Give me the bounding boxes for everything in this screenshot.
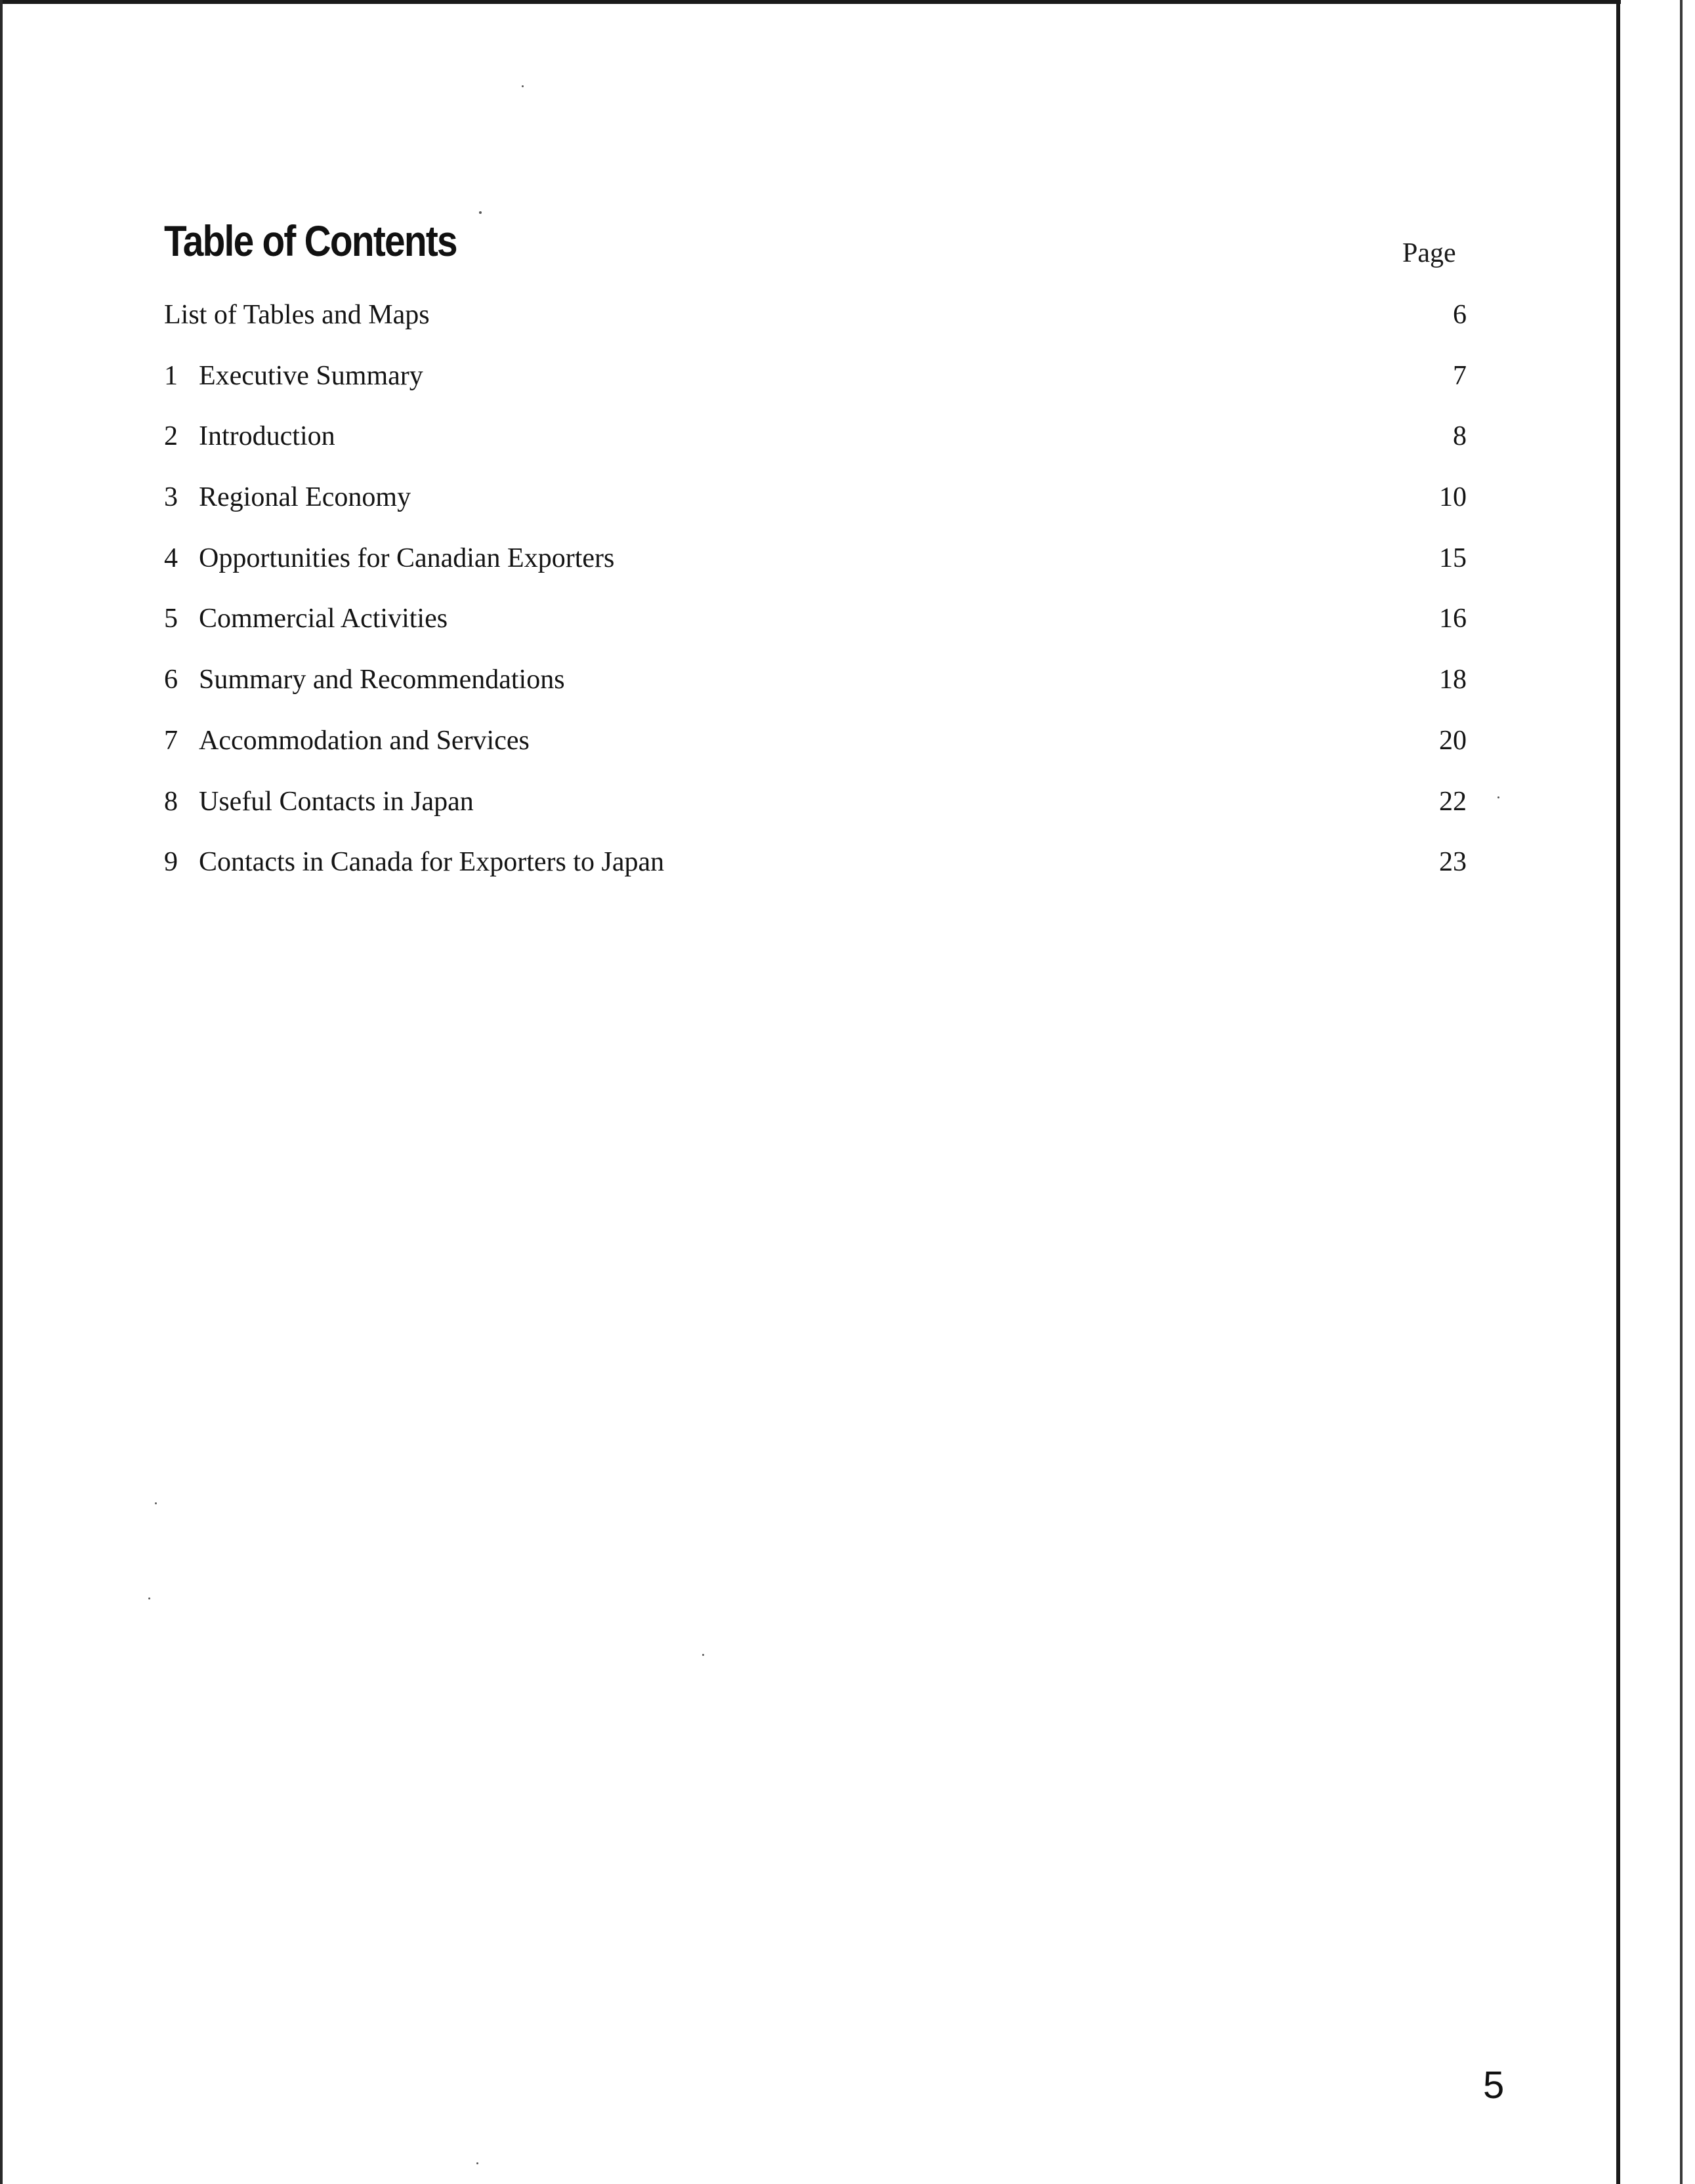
toc-entry-number: 6 [164, 665, 178, 695]
toc-entry-label: Opportunities for Canadian Exporters [199, 543, 615, 573]
toc-entry-page: 10 [1439, 482, 1467, 513]
toc-entry-introduction[interactable] [164, 415, 1476, 476]
toc-entry-commercial-activities[interactable] [164, 598, 1476, 659]
page-title: Table of Contents [164, 216, 457, 266]
toc-entry-executive-summary[interactable] [164, 355, 1476, 416]
scan-border-top [0, 0, 1621, 4]
toc-entry-page: 6 [1453, 300, 1467, 330]
scan-speck [479, 211, 482, 214]
toc-entry-label: Summary and Recommendations [199, 665, 565, 695]
scan-speck [522, 85, 524, 87]
toc-entry-label: List of Tables and Maps [164, 300, 430, 330]
scan-border-right-outer [1680, 0, 1683, 2184]
toc-entry-label: Useful Contacts in Japan [199, 786, 474, 817]
toc-entry-label: Regional Economy [199, 482, 411, 513]
scan-border-right [1616, 0, 1620, 2184]
toc-entry-page: 18 [1439, 665, 1467, 695]
toc-entry-page: 15 [1439, 543, 1467, 573]
toc-entry-page: 22 [1439, 786, 1467, 817]
toc-entry-number: 7 [164, 725, 178, 756]
toc-entry-accommodation-services[interactable] [164, 720, 1476, 781]
toc-entry-regional-economy[interactable] [164, 476, 1476, 537]
toc-entry-label: Commercial Activities [199, 604, 448, 634]
toc-entry-number: 4 [164, 543, 178, 573]
page-column-header: Page [1402, 238, 1456, 268]
toc-entry-useful-contacts-japan[interactable] [164, 781, 1476, 842]
toc-entry-list-of-tables[interactable] [164, 294, 1476, 355]
toc-entry-number: 2 [164, 421, 178, 452]
table-of-contents [164, 294, 1476, 902]
scan-speck [148, 1597, 150, 1599]
scan-speck [1497, 796, 1499, 798]
toc-entry-page: 7 [1453, 360, 1467, 391]
toc-entry-contacts-canada[interactable] [164, 841, 1476, 902]
toc-entry-number: 9 [164, 847, 178, 878]
toc-entry-label: Accommodation and Services [199, 725, 530, 756]
toc-entry-number: 5 [164, 604, 178, 634]
toc-entry-page: 8 [1453, 421, 1467, 452]
toc-entry-page: 16 [1439, 604, 1467, 634]
toc-entry-label: Executive Summary [199, 360, 423, 391]
toc-entry-summary-recommendations[interactable] [164, 659, 1476, 720]
scan-speck [702, 1654, 704, 1656]
toc-entry-page: 20 [1439, 725, 1467, 756]
toc-entry-number: 1 [164, 360, 178, 391]
scan-speck [476, 2162, 478, 2164]
toc-entry-number: 3 [164, 482, 178, 513]
toc-entry-page: 23 [1439, 847, 1467, 878]
toc-entry-opportunities[interactable] [164, 537, 1476, 598]
toc-entry-label: Introduction [199, 421, 335, 452]
page-number: 5 [1483, 2064, 1505, 2107]
toc-entry-number: 8 [164, 786, 178, 817]
scan-border-left [0, 0, 3, 2184]
scan-speck [155, 1502, 157, 1504]
toc-entry-label: Contacts in Canada for Exporters to Japan [199, 847, 665, 878]
